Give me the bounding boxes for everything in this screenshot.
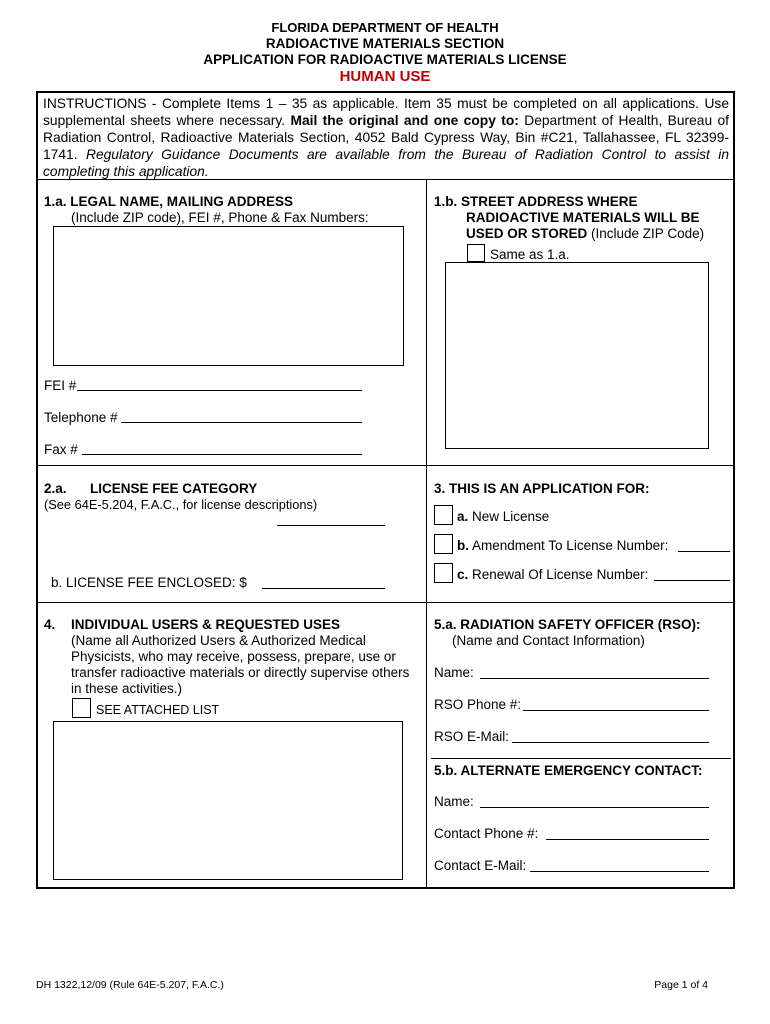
authorized-users-field[interactable]	[53, 721, 403, 880]
column-divider	[426, 180, 427, 888]
section-2a-number: 2.a.	[44, 481, 67, 496]
new-license-checkbox[interactable]	[434, 505, 453, 525]
renewal-checkbox[interactable]	[434, 563, 453, 583]
form-title: APPLICATION FOR RADIOACTIVE MATERIALS LICENSE	[203, 52, 567, 67]
rso-email-field[interactable]	[512, 742, 709, 743]
divider-row2	[36, 465, 735, 466]
section-2a-title: LICENSE FEE CATEGORY	[90, 481, 258, 496]
zip-note: (Include ZIP Code)	[587, 226, 705, 241]
contact-phone-field[interactable]	[546, 839, 709, 840]
section-1b-title-3	[466, 225, 704, 242]
amendment-license-number-field[interactable]	[678, 551, 730, 552]
option-c-letter: c.	[457, 567, 469, 582]
used-or-stored-label: USED OR STORED	[466, 226, 588, 241]
contact-name-field[interactable]	[480, 807, 709, 808]
section-4-desc-1: (Name all Authorized Users & Authorized Medical	[71, 633, 366, 648]
rso-name-field[interactable]	[480, 678, 709, 679]
section-5b-title: 5.b. ALTERNATE EMERGENCY CONTACT:	[434, 763, 703, 778]
rso-phone-field[interactable]	[523, 710, 709, 711]
instructions	[43, 95, 729, 180]
fee-enclosed-field[interactable]	[262, 588, 385, 589]
street-address-field[interactable]	[445, 262, 709, 449]
contact-phone-label: Contact Phone #:	[434, 826, 539, 841]
section-5a-subtitle: (Name and Contact Information)	[452, 633, 645, 648]
new-license-label	[457, 508, 549, 525]
contact-email-label: Contact E-Mail:	[434, 858, 527, 873]
fee-category-field[interactable]	[277, 525, 385, 526]
section-4-number: 4.	[44, 617, 56, 632]
fei-field[interactable]	[77, 390, 362, 391]
rso-name-label: Name:	[434, 665, 474, 680]
rso-email-label: RSO E-Mail:	[434, 729, 510, 744]
section-2a-subtitle: (See 64E-5.204, F.A.C., for license descriptions)	[44, 497, 318, 512]
instructions-guidance: Regulatory Guidance Documents are available from the Bureau of Radiation Control to assist in completing this application.	[43, 147, 729, 179]
option-a-letter: a.	[457, 509, 469, 524]
divider-row3	[36, 602, 735, 603]
section-3-title: 3. THIS IS AN APPLICATION FOR:	[434, 481, 650, 496]
legal-name-address-field[interactable]	[53, 226, 404, 366]
section-1a-title: 1.a. LEGAL NAME, MAILING ADDRESS	[44, 194, 294, 209]
section-4-desc-2: Physicists, who may receive, possess, prepare, use or	[71, 649, 396, 664]
section-5a-title: 5.a. RADIATION SAFETY OFFICER (RSO):	[434, 617, 701, 632]
section-1b-title-2: RADIOACTIVE MATERIALS WILL BE	[466, 210, 700, 225]
section-4-title: INDIVIDUAL USERS & REQUESTED USES	[71, 617, 341, 632]
department-title: FLORIDA DEPARTMENT OF HEALTH	[271, 20, 499, 35]
page-number: Page 1 of 4	[654, 979, 708, 991]
same-as-1a-checkbox[interactable]	[467, 244, 485, 262]
instructions-mail-label: Mail the original and one copy to:	[290, 113, 519, 128]
see-attached-checkbox[interactable]	[72, 698, 91, 718]
see-attached-label: SEE ATTACHED LIST	[96, 703, 220, 717]
section-4-desc-3: transfer radioactive materials or directly supervise others	[71, 665, 410, 680]
telephone-label: Telephone #	[44, 410, 118, 425]
amendment-checkbox[interactable]	[434, 534, 453, 554]
section-title: RADIOACTIVE MATERIALS SECTION	[265, 36, 505, 51]
fee-enclosed-label: b. LICENSE FEE ENCLOSED: $	[51, 575, 247, 590]
form-subtitle: HUMAN USE	[339, 68, 431, 85]
contact-name-label: Name:	[434, 794, 474, 809]
option-b-letter: b.	[457, 538, 469, 553]
option-a-text: New License	[468, 509, 550, 524]
rso-phone-label: RSO Phone #:	[434, 697, 522, 712]
option-c-text: Renewal Of License Number:	[468, 567, 649, 582]
fax-field[interactable]	[82, 454, 362, 455]
instructions-address: Department of Health, Bureau of Radiation Control, Radioactive Materials Section, 4052 Bald Cypress Way, Bin #C21, Tallahassee, FL 32399-1741.	[43, 113, 729, 162]
instructions-text: INSTRUCTIONS - Complete Items 1 – 35 as applicable. Item 35 must be completed on all applications. Use supplemental sheets where necessary.	[43, 96, 729, 128]
amendment-label	[457, 537, 668, 554]
same-as-1a-label: Same as 1.a.	[490, 247, 570, 262]
form-number: DH 1322,12/09 (Rule 64E-5.207, F.A.C.)	[36, 979, 224, 991]
fax-label: Fax #	[44, 442, 78, 457]
contact-email-field[interactable]	[530, 871, 709, 872]
renewal-license-number-field[interactable]	[654, 580, 730, 581]
section-4-desc-4: in these activities.)	[71, 681, 183, 696]
fei-label: FEI #	[44, 378, 77, 393]
section-1a-subtitle: (Include ZIP code), FEI #, Phone & Fax Numbers:	[71, 210, 369, 225]
section-1b-title: 1.b. STREET ADDRESS WHERE	[434, 194, 638, 209]
option-b-text: Amendment To License Number:	[469, 538, 669, 553]
section-5b-divider	[431, 758, 731, 759]
renewal-label	[457, 566, 648, 583]
telephone-field[interactable]	[121, 422, 362, 423]
